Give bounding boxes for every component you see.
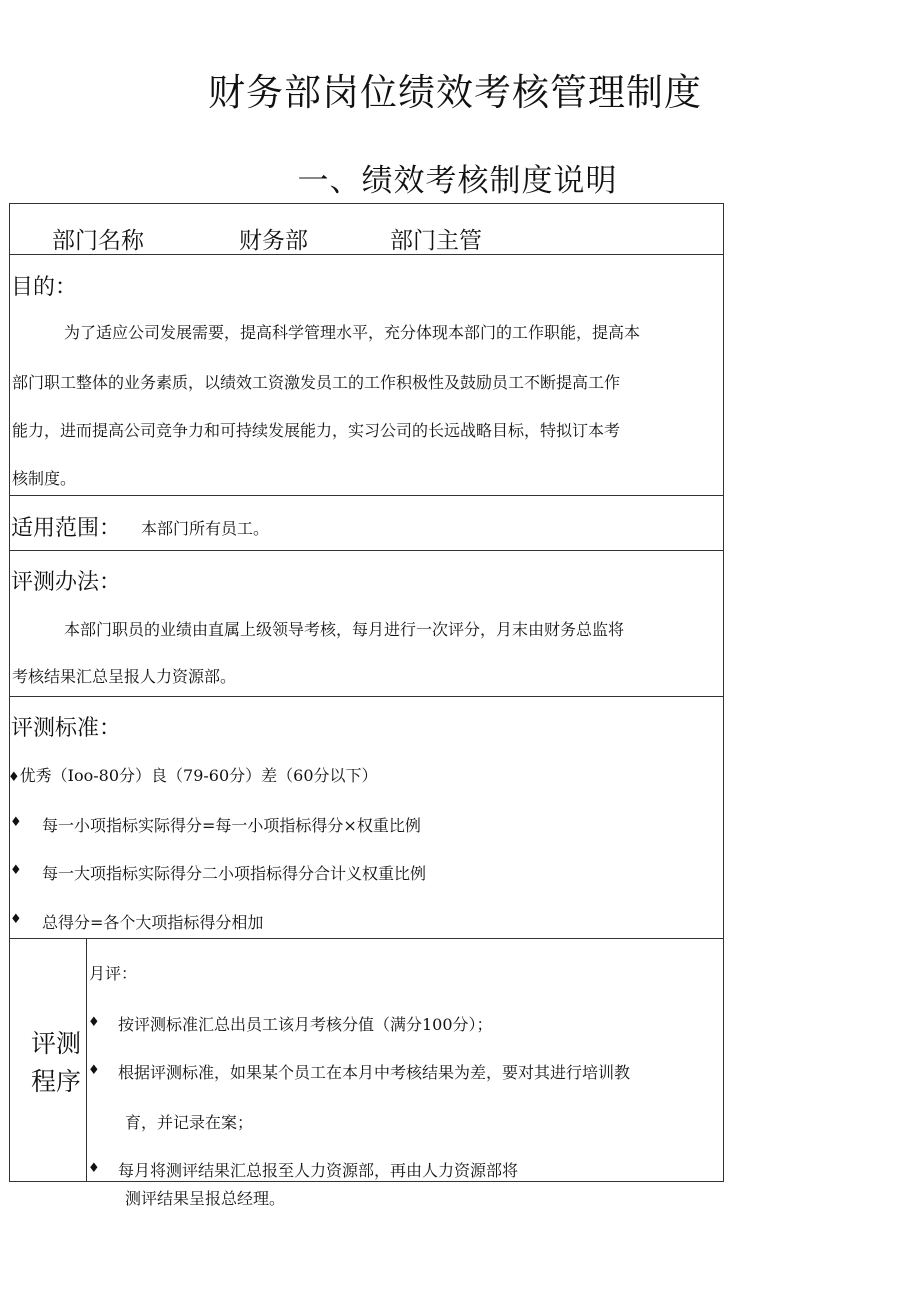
procedure-item-text: 育，并记录在案； (125, 1113, 254, 1132)
purpose-line: 部门职工整体的业务素质，以绩效工资激发员工的工作积极性及鼓励员工不断提高工作 (12, 373, 621, 392)
section-title: 一、绩效考核制度说明 (297, 163, 618, 199)
document-title: 财务部岗位绩效考核管理制度 (208, 71, 702, 114)
purpose-line: 为了适应公司发展需要，提高科学管理水平，充分体现本部门的工作职能，提高本 (64, 323, 641, 342)
row-divider (9, 938, 724, 939)
purpose-heading: 目的： (11, 275, 78, 300)
method-line: 考核结果汇总呈报人力资源部。 (12, 667, 237, 686)
diamond-bullet-icon: ♦ (10, 912, 22, 927)
purpose-line: 核制度。 (12, 469, 77, 488)
procedure-label: 程序 (30, 1067, 81, 1096)
row-divider (9, 550, 724, 551)
dept-name-label: 部门名称 (52, 228, 144, 254)
diamond-bullet-icon: ♦ (10, 815, 22, 830)
method-line: 本部门职员的业绩由直属上级领导考核，每月进行一次评分，月末由财务总监将 (64, 620, 625, 639)
standard-item-text: 每一大项指标实际得分二小项指标得分合计义权重比例 (42, 864, 427, 883)
row-divider (9, 696, 724, 697)
dept-name-value: 财务部 (239, 228, 308, 254)
purpose-line: 能力，进而提高公司竞争力和可持续发展能力，实习公司的长远战略目标，特拟订本考 (12, 421, 621, 440)
policy-table (9, 203, 724, 1182)
diamond-bullet-icon: ♦ (8, 770, 20, 785)
procedure-item-text: 按评测标准汇总出员工该月考核分值（满分100分）； (118, 1015, 493, 1034)
procedure-item-text: 测评结果呈报总经理。 (125, 1189, 286, 1208)
scope-text: 本部门所有员工。 (141, 519, 270, 538)
row-divider (9, 495, 724, 496)
standard-item-text: 每一小项指标实际得分=每一小项指标得分×权重比例 (42, 816, 421, 835)
dept-head-label: 部门主管 (390, 228, 482, 254)
standard-item-text: 总得分=各个大项指标得分相加 (42, 913, 264, 932)
diamond-bullet-icon: ♦ (88, 1015, 100, 1030)
standard-heading: 评测标准： (11, 716, 122, 741)
diamond-bullet-icon: ♦ (10, 863, 22, 878)
scope-heading: 适用范围： (11, 516, 122, 541)
standard-item (8, 763, 378, 786)
procedure-item-text: 每月将测评结果汇总报至人力资源部，再由人力资源部将 (118, 1161, 519, 1180)
procedure-intro: 月评： (89, 964, 138, 983)
diamond-bullet-icon: ♦ (88, 1161, 100, 1176)
procedure-item-text: 根据评测标准，如果某个员工在本月中考核结果为差，要对其进行培训教 (118, 1063, 631, 1082)
diamond-bullet-icon: ♦ (88, 1063, 100, 1078)
procedure-label: 评测 (30, 1029, 81, 1058)
standard-item-text: 优秀（Ioo-80分）良（79-60分）差（60分以下） (19, 766, 378, 785)
method-heading: 评测办法： (11, 570, 122, 595)
